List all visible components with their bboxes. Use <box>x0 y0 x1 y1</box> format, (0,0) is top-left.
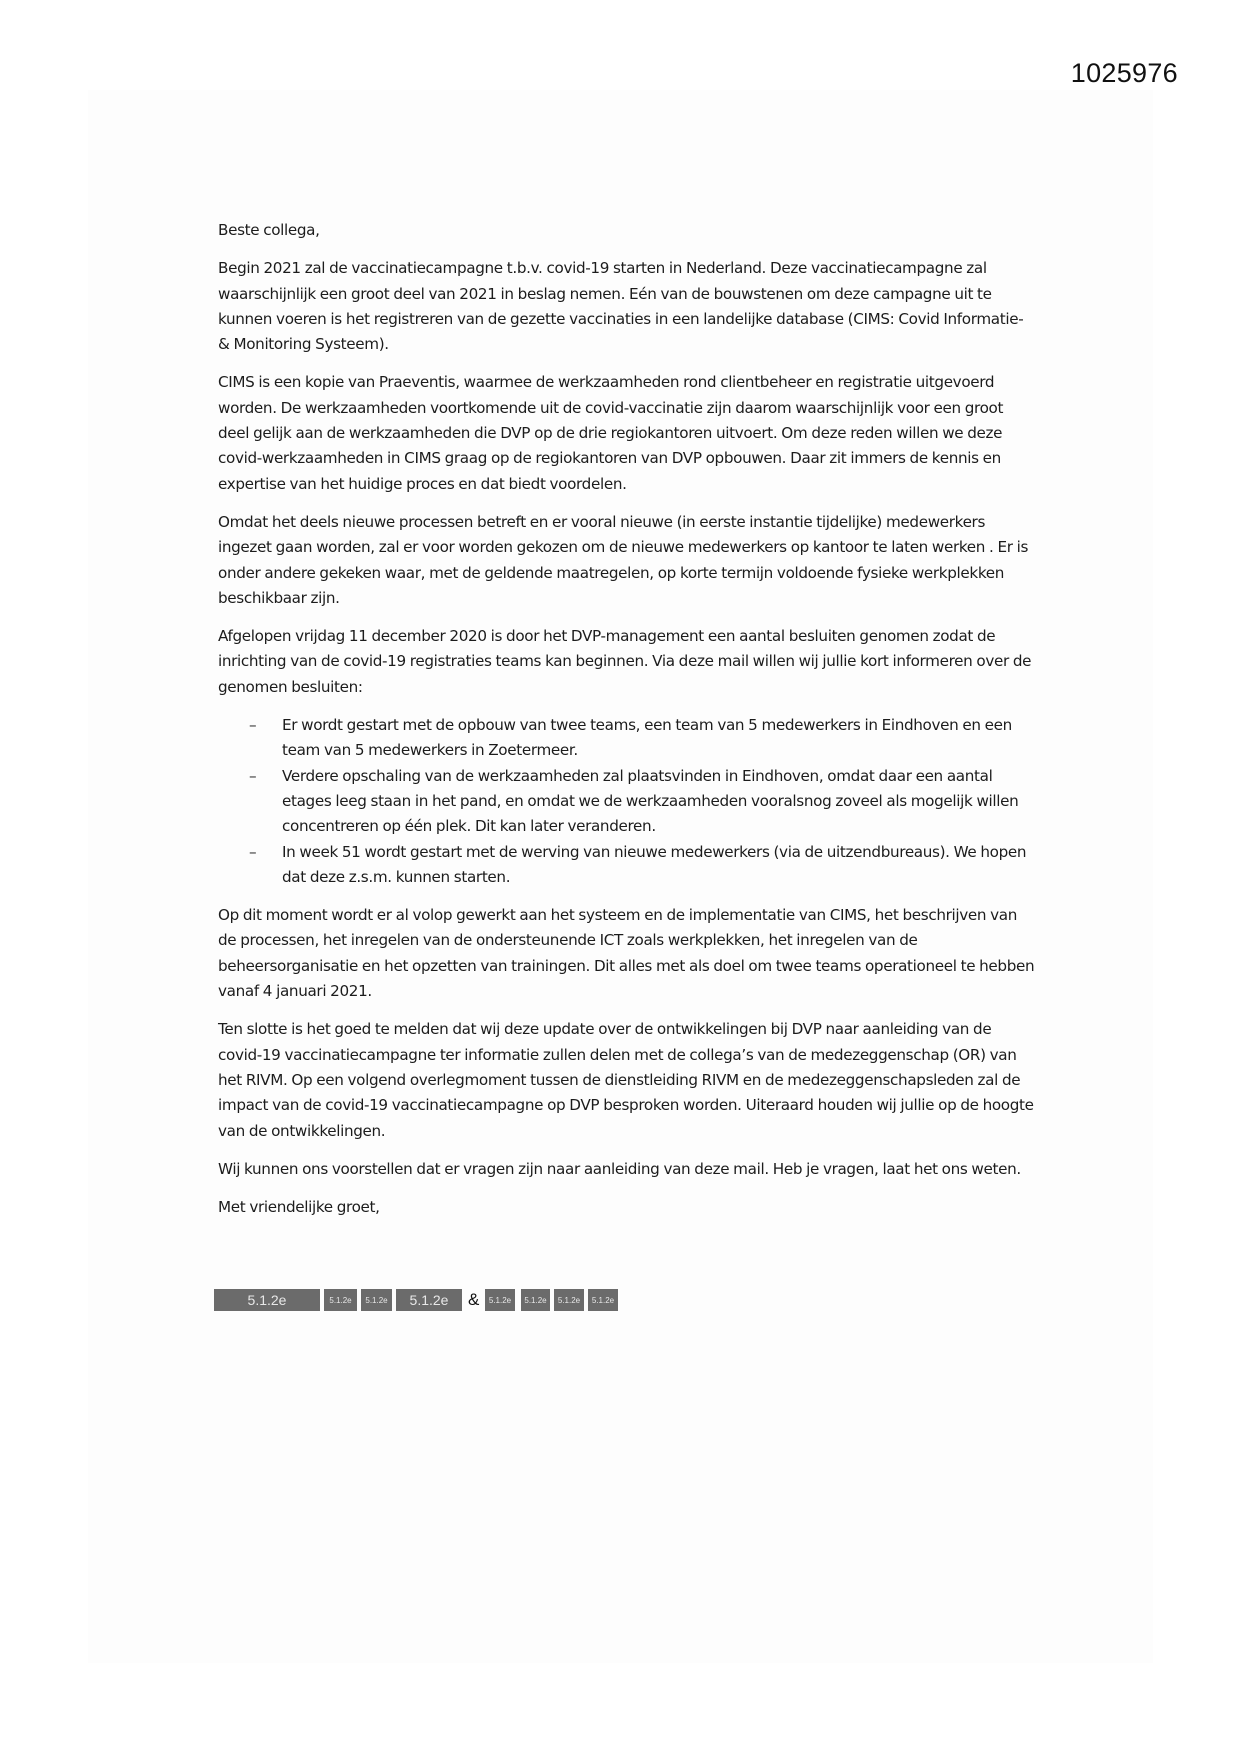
document-id: 1025976 <box>1070 58 1178 88</box>
paragraph-new-processes: Omdat het deels nieuwe processen betreft en er vooral nieuwe (in eerste instantie tijdelijke) medewerkers ingezet gaan worden, zal er voor worden gekozen om de nieuwe medewerkers op kantoor te laten werken . Er is onder andere gekeken waar, met de geldende maatregelen, op korte termijn voldoende fysieke werkplekken beschikbaar zijn. <box>218 512 1029 607</box>
redaction-box: 5.1.2e <box>554 1289 584 1311</box>
paragraph-progress: Op dit moment wordt er al volop gewerkt aan het systeem en de implementatie van CIMS, het beschrijven van de processen, het inregelen van de ondersteunende ICT zoals werkplekken, het inregelen van de beheersorganisatie en het opzetten van trainingen. Dit alles met als doel om twee teams operationeel te hebben vanaf 4 januari 2021. <box>218 906 1035 1001</box>
redaction-box: 5.1.2e <box>324 1289 357 1311</box>
paragraph-cims: CIMS is een kopie van Praeventis, waarmee de werkzaamheden rond clientbeheer en registratie uitgevoerd worden. De werkzaamheden voortkomende uit de covid-vaccinatie zijn daarom waarschijnlijk voor een groot deel gelijk aan de werkzaamheden die DVP op de drie regiokantoren uitvoert. Om deze reden willen we deze covid-werkzaamheden in CIMS graag op de regiokantoren van DVP opbouwen. Daar zit immers de kennis en expertise van het huidige proces en dat biedt voordelen. <box>218 373 1004 493</box>
redaction-box: 5.1.2e <box>396 1289 462 1311</box>
redaction-box: 5.1.2e <box>485 1289 515 1311</box>
list-item-text: Er wordt gestart met de opbouw van twee teams, een team van 5 medewerkers in Eindhoven en een team van 5 medewerkers in Zoetermeer. <box>282 716 1012 760</box>
redaction-box: 5.1.2e <box>214 1289 320 1311</box>
list-item <box>218 764 1038 840</box>
list-item-text: Verdere opschaling van de werkzaamheden zal plaatsvinden in Eindhoven, omdat daar een aantal etages leeg staan in het pand, en omdat we de werkzaamheden vooralsnog zoveel als mogelijk willen concentreren op één plek. Dit kan later veranderen. <box>282 766 1019 836</box>
list-item-text: In week 51 wordt gestart met de werving van nieuwe medewerkers (via de uitzendbureaus). We hopen dat deze z.s.m. kunnen starten. <box>282 842 1027 886</box>
paragraph-questions: Wij kunnen ons voorstellen dat er vragen zijn naar aanleiding van deze mail. Heb je vragen, laat het ons weten. <box>218 1159 1021 1178</box>
letter-body <box>218 218 1038 1233</box>
dash-bullet-icon: – <box>249 716 257 735</box>
list-item <box>218 840 1038 891</box>
signature-redacted <box>214 1289 634 1312</box>
redaction-box: 5.1.2e <box>588 1289 618 1311</box>
dash-bullet-icon: – <box>249 842 257 861</box>
decision-list <box>218 713 1038 890</box>
redaction-box: 5.1.2e <box>521 1289 550 1311</box>
redaction-box: 5.1.2e <box>361 1289 392 1311</box>
paragraph-medezeggenschap: Ten slotte is het goed te melden dat wij deze update over de ontwikkelingen bij DVP naar aanleiding van de covid-19 vaccinatiecampagne ter informatie zullen delen met de collega’s van de medezeggenschap (OR) van het RIVM. Op een volgend overlegmoment tussen de dienstleiding RIVM en de medezeggenschapsleden zal de impact van de covid-19 vaccinatiecampagne op DVP besproken worden. Uiteraard houden wij jullie op de hoogte van de ontwikkelingen. <box>218 1020 1034 1140</box>
dash-bullet-icon: – <box>249 766 257 785</box>
paragraph-intro: Begin 2021 zal de vaccinatiecampagne t.b.v. covid-19 starten in Nederland. Deze vaccinatiecampagne zal waarschijnlijk een groot deel van 2021 in beslag nemen. Eén van de bouwstenen om deze campagne uit te kunnen voeren is het registreren van de gezette vaccinaties in een landelijke database (CIMS: Covid Informatie- & Monitoring Systeem). <box>218 259 1024 354</box>
ampersand: & <box>468 1290 480 1309</box>
list-item <box>218 713 1038 764</box>
closing: Met vriendelijke groet, <box>218 1198 380 1217</box>
paragraph-decisions: Afgelopen vrijdag 11 december 2020 is door het DVP-management een aantal besluiten genomen zodat de inrichting van de covid-19 registraties teams kan beginnen. Via deze mail willen wij jullie kort informeren over de genomen besluiten: <box>218 627 1032 696</box>
greeting: Beste collega, <box>218 221 320 239</box>
